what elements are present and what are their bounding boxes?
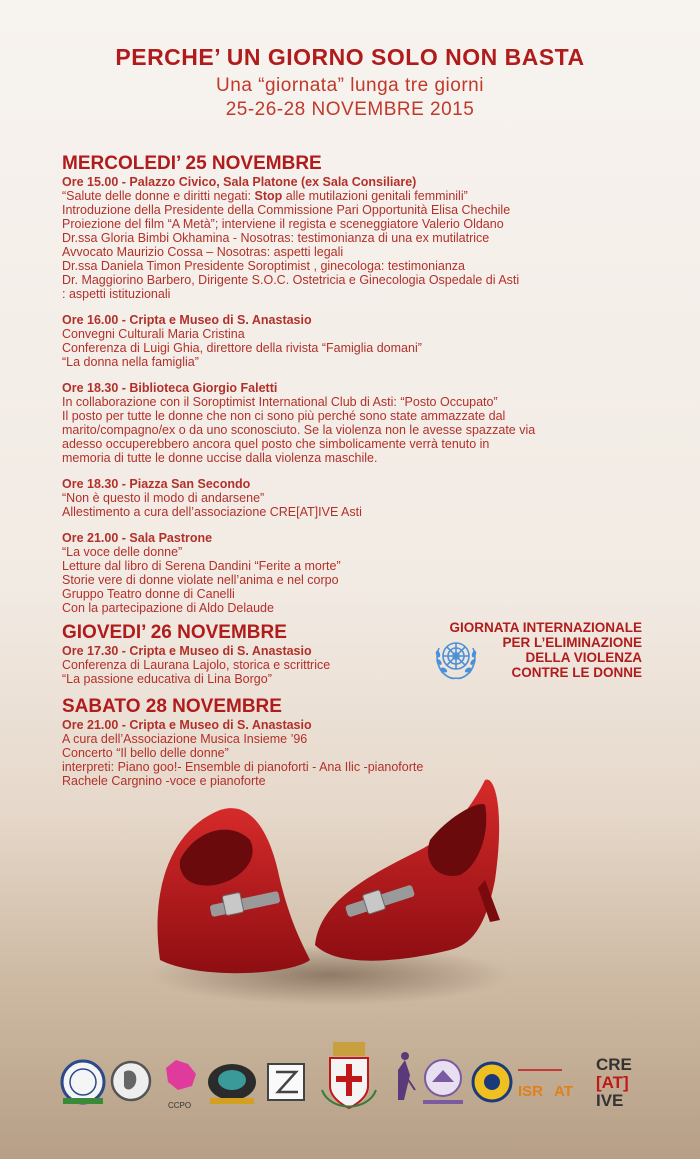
event-heading: Ore 21.00 - Sala Pastrone <box>62 531 213 545</box>
day-2-title: GIOVEDI’ 26 NOVEMBRE <box>62 622 287 643</box>
event-line: Dr.ssa Daniela Timon Presidente Soroptimist , ginecologa: testimonianza <box>62 259 465 273</box>
event-heading: Ore 18.30 - Piazza San Secondo <box>62 477 251 491</box>
creative-bot: IVE <box>596 1091 624 1110</box>
event-line: Concerto “Il bello delle donne” <box>62 746 229 760</box>
un-line-1: GIORNATA INTERNAZIONALE <box>449 620 642 635</box>
rotary-wheel-icon <box>473 1063 511 1101</box>
oval-emblem-icon <box>208 1064 256 1104</box>
event-line: adesso occuperebbero ancora quel posto che simbolicamente verrà tenuto in <box>62 437 490 451</box>
event-line: Gruppo Teatro donne di Canelli <box>62 587 235 601</box>
event-line: In collaborazione con il Soroptimist International Club di Asti: “Posto Occupato” <box>62 395 498 409</box>
event-line: “La passione educativa di Lina Borgo” <box>62 672 272 686</box>
asti-coat-of-arms-icon <box>322 1042 376 1108</box>
event-line: “La donna nella famiglia” <box>62 355 199 369</box>
main-title: PERCHE’ UN GIORNO SOLO NON BASTA <box>115 44 585 70</box>
event-line: Storie vere di donne violate nell’anima e nel corpo <box>62 573 339 587</box>
event-line: Conferenza di Luigi Ghia, direttore della rivista “Famiglia domani” <box>62 341 422 355</box>
right-shoe-icon <box>315 780 500 961</box>
musica-insieme-logo-icon <box>518 1070 573 1100</box>
event-line: Dr.ssa Gloria Bimbi Okhamina - Nosotras: testimonianza di una ex mutilatrice <box>62 231 490 245</box>
lions-seal-icon <box>112 1062 150 1100</box>
at-label: AT <box>554 1083 573 1100</box>
event-line: Introduzione della Presidente della Commissione Pari Opportunità Elisa Chechile <box>62 203 511 217</box>
un-campaign-block <box>420 620 642 690</box>
ccpo-label: CCPO <box>168 1101 192 1110</box>
event-1830-biblioteca <box>62 381 662 465</box>
event-heading: Ore 18.30 - Biblioteca Giorgio Faletti <box>62 381 278 395</box>
association-seal-icon <box>62 1061 104 1104</box>
event-1830-piazza <box>62 477 662 519</box>
ccpo-logo-icon <box>166 1060 196 1110</box>
event-line: : aspetti istituzionali <box>62 287 171 301</box>
event-1730 <box>62 644 422 686</box>
event-line <box>62 189 662 203</box>
red-shoes-illustration <box>140 770 520 1010</box>
event-1500 <box>62 175 662 301</box>
day-1-title: MERCOLEDI’ 25 NOVEMBRE <box>62 153 322 174</box>
event-heading: Ore 16.00 - Cripta e Museo di S. Anastasio <box>62 313 312 327</box>
square-z-logo-icon <box>268 1064 304 1100</box>
header <box>0 44 700 121</box>
event-heading: Ore 17.30 - Cripta e Museo di S. Anastasio <box>62 644 312 658</box>
event-line: Rachele Cargnino -voce e pianoforte <box>62 774 266 788</box>
event-line: A cura dell’Associazione Musica Insieme ’96 <box>62 732 308 746</box>
creative-top: CRE <box>596 1055 632 1074</box>
day-3-title: SABATO 28 NOVEMBRE <box>62 696 282 717</box>
event-line: “La voce delle donne” <box>62 545 183 559</box>
creative-mid: [AT] <box>596 1073 629 1092</box>
un-line-4: CONTRE LE DONNE <box>511 665 642 680</box>
event-line: interpreti: Piano goo!- Ensemble di pianoforti - Ana Ilic -pianoforte <box>62 760 424 774</box>
event-line: Il posto per tutte le donne che non ci sono più perché sono state ammazzate dal <box>62 409 506 423</box>
event-text: alle mutilazioni genitali femminili” <box>282 189 468 203</box>
event-text: “Salute delle donne e diritti negati: <box>62 189 255 203</box>
event-line: “Non è questo il modo di andarsene” <box>62 491 265 505</box>
subtitle: Una “giornata” lunga tre giorni <box>216 75 484 96</box>
event-dates: 25-26-28 NOVEMBRE 2015 <box>225 99 475 120</box>
day-1-program <box>62 153 662 627</box>
event-1600 <box>62 313 662 369</box>
sponsor-logos <box>0 1020 700 1120</box>
event-line: Letture dal libro di Serena Dandini “Ferite a morte” <box>62 559 341 573</box>
isr-label: ISR <box>518 1083 544 1100</box>
event-line: Allestimento a cura dell’associazione CRE[AT]IVE Asti <box>62 505 362 519</box>
event-line: Avvocato Maurizio Cossa – Nosotras: aspetti legali <box>62 245 344 259</box>
un-line-2: PER L’ELIMINAZIONE <box>502 635 642 650</box>
event-2100-pastrone <box>62 531 662 615</box>
event-line: Conferenza di Laurana Lajolo, storica e scrittrice <box>62 658 331 672</box>
library-seal-icon <box>423 1060 463 1104</box>
un-line-3: DELLA VIOLENZA <box>525 650 642 665</box>
event-heading: Ore 15.00 - Palazzo Civico, Sala Platone (ex Sala Consiliare) <box>62 175 417 189</box>
left-shoe-icon <box>158 808 311 973</box>
day-2-program <box>62 622 422 698</box>
event-line: Con la partecipazione di Aldo Delaude <box>62 601 274 615</box>
un-emblem-icon <box>430 632 482 684</box>
stop-word: Stop <box>254 189 283 203</box>
event-line: Dr. Maggiorino Barbero, Dirigente S.O.C. Ostetricia e Ginecologia Ospedale di Asti <box>62 273 520 287</box>
event-line: marito/compagno/ex o da uno sconosciuto. Se la violenza non le avesse spazzate via <box>62 423 536 437</box>
event-line: Proiezione del film “A Metà”; interviene il regista e sceneggiatore Valerio Oldano <box>62 217 504 231</box>
event-line: Convegni Culturali Maria Cristina <box>62 327 245 341</box>
event-line: memoria di tutte le donne uccise dalla violenza maschile. <box>62 451 378 465</box>
event-heading: Ore 21.00 - Cripta e Museo di S. Anastasio <box>62 718 312 732</box>
dancer-figure-icon <box>398 1052 415 1100</box>
creative-logo-icon <box>596 1055 632 1110</box>
